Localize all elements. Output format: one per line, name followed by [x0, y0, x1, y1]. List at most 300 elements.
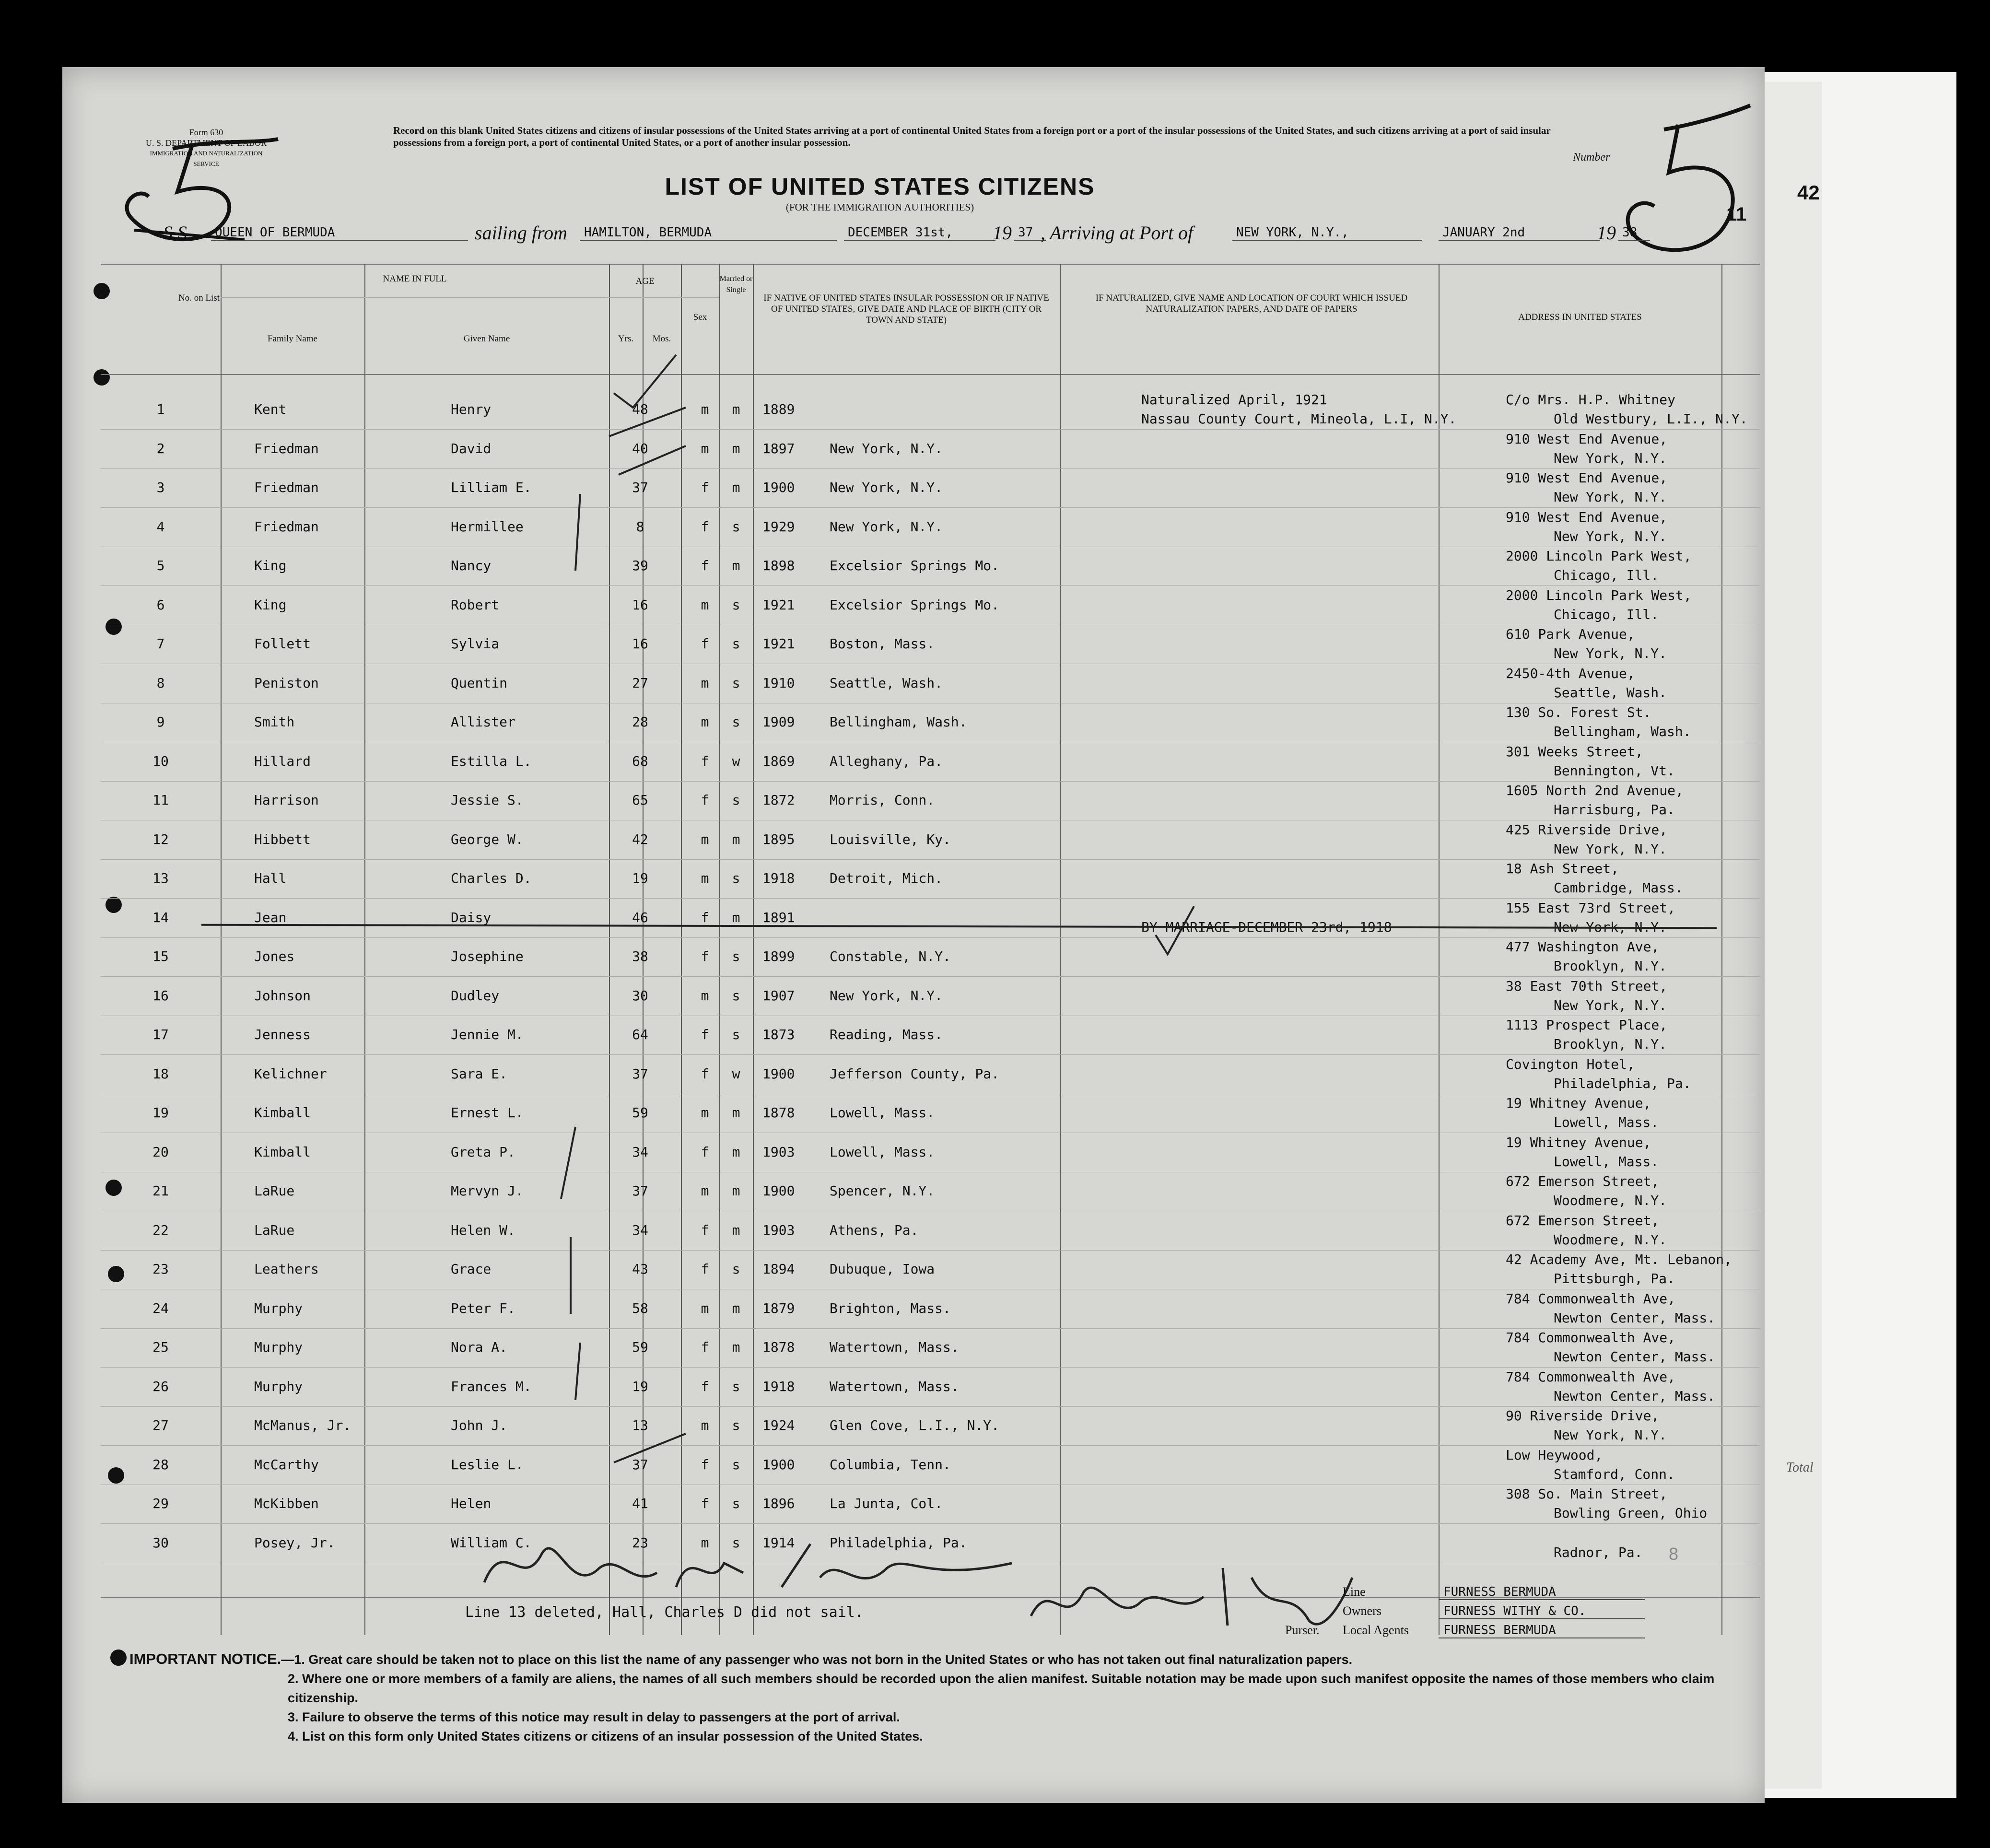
address-line-1: 784 Commonwealth Ave, — [1506, 1330, 1676, 1345]
row-number: 24 — [152, 1300, 169, 1316]
birth-year: 1900 — [762, 1183, 795, 1199]
address-line-2: Lowell, Mass. — [1554, 1153, 1659, 1170]
header-birth: IF NATIVE OF UNITED STATES INSULAR POSSESSION OR IF NATIVE OF UNITED STATES, GIVE DATE AND PLACE OF BIRTH (CITY OR TOWN AND STATE) — [763, 293, 1049, 325]
family-name: Murphy — [254, 1300, 303, 1316]
table-row — [101, 1016, 1760, 1054]
sex: f — [701, 909, 709, 925]
given-name: Nancy — [451, 558, 492, 573]
row-number: 19 — [152, 1105, 169, 1121]
family-name: Jean — [254, 909, 287, 925]
age-years: 41 — [632, 1496, 648, 1511]
given-name: Sara E. — [451, 1065, 508, 1082]
row-number: 25 — [152, 1339, 169, 1355]
ss-label: S.S. — [163, 222, 192, 244]
row-number: 29 — [152, 1496, 169, 1511]
row-number: 21 — [152, 1183, 169, 1199]
table-row — [101, 1329, 1760, 1367]
sex: m — [701, 1417, 709, 1433]
given-name: Quentin — [451, 675, 508, 691]
sex: m — [701, 440, 709, 456]
departure-port: HAMILTON, BERMUDA — [580, 225, 837, 241]
marital-status: s — [732, 1261, 740, 1277]
purser-label: Purser. — [1285, 1623, 1320, 1637]
family-name: Follett — [254, 636, 311, 652]
address-line-2: New York, N.Y. — [1554, 841, 1667, 857]
given-name: Helen W. — [451, 1222, 515, 1238]
marital-status: s — [732, 714, 740, 730]
family-name: Posey, Jr. — [254, 1534, 335, 1551]
row-number: 17 — [152, 1027, 169, 1042]
row-number: 11 — [152, 792, 169, 808]
birth-year: 1872 — [762, 792, 795, 808]
margin-total-label: Total — [1786, 1460, 1814, 1475]
arrival-date: JANUARY 2nd — [1439, 225, 1600, 241]
family-name: Kimball — [254, 1105, 311, 1121]
sailing-label: sailing from — [475, 222, 567, 244]
marital-status: m — [732, 909, 740, 925]
sex: f — [701, 636, 709, 652]
marital-status: m — [732, 558, 740, 573]
marital-status: s — [732, 675, 740, 691]
family-name: McManus, Jr. — [254, 1417, 351, 1433]
address-line-2: Newton Center, Mass. — [1554, 1349, 1716, 1365]
age-years: 43 — [632, 1261, 648, 1277]
given-name: Leslie L. — [451, 1456, 524, 1473]
marital-status: s — [732, 948, 740, 964]
arriving-label: , Arriving at Port of — [1041, 222, 1194, 244]
marital-status: m — [732, 1183, 740, 1199]
sex: m — [701, 597, 709, 613]
birth-place: New York, N.Y. — [830, 518, 943, 535]
table-row — [101, 1368, 1760, 1406]
marital-status: s — [732, 518, 740, 535]
header-no: No. on List — [178, 293, 220, 303]
sex: m — [701, 870, 709, 886]
naturalization-line-2: BY MARRIAGE-DECEMBER 23rd, 1918 — [1141, 919, 1392, 935]
form-instructions: Record on this blank United States citizens and citizens of insular possessions of the United States arriving at a port of continental United States from a foreign port or a port of the insular possessions of the United States, and such citizens arriving at a port of said insular possessions from a foreign port, a port of continental United States, or a port of another insular possession. — [393, 125, 1551, 148]
address-line-2: Chicago, Ill. — [1554, 606, 1659, 622]
header-address: ADDRESS IN UNITED STATES — [1518, 312, 1642, 322]
header-sex: Sex — [693, 312, 707, 322]
age-years: 28 — [632, 714, 648, 730]
address-line-1: 19 Whitney Avenue, — [1506, 1095, 1651, 1111]
birth-place: Reading, Mass. — [830, 1027, 943, 1042]
birth-place: Philadelphia, Pa. — [830, 1534, 967, 1551]
address-line-2: Bellingham, Wash. — [1554, 724, 1691, 739]
given-name: Charles D. — [451, 870, 532, 886]
header-name-in-full: NAME IN FULL — [383, 274, 447, 284]
agents-value: FURNESS BERMUDA — [1439, 1623, 1645, 1638]
row-number: 28 — [152, 1456, 169, 1473]
table-row — [101, 1094, 1760, 1133]
address-line-1: 672 Emerson Street, — [1506, 1212, 1660, 1228]
marital-status: s — [732, 792, 740, 808]
notice-item-4: 4. List on this form only United States citizens or citizens of an insular possession of the United States. — [288, 1729, 923, 1743]
age-years: 13 — [632, 1417, 648, 1433]
table-row — [101, 508, 1760, 547]
address-line-1: 784 Commonwealth Ave, — [1506, 1290, 1676, 1307]
deleted-line-note: Line 13 deleted, Hall, Charles D did not sail. — [465, 1604, 864, 1621]
given-name: Daisy — [451, 909, 492, 925]
age-years: 46 — [632, 909, 648, 925]
sex: m — [701, 1183, 709, 1199]
birth-place: Jefferson County, Pa. — [830, 1065, 1000, 1082]
given-name: Peter F. — [451, 1300, 515, 1316]
table-row — [101, 899, 1760, 937]
row-number: 9 — [156, 714, 165, 730]
sex: f — [701, 1065, 709, 1082]
family-name: McCarthy — [254, 1456, 319, 1473]
row-number: 30 — [152, 1534, 169, 1551]
given-name: Hermillee — [451, 518, 524, 535]
table-row — [101, 1407, 1760, 1445]
birth-year: 1914 — [762, 1534, 795, 1551]
birth-place: Dubuque, Iowa — [830, 1261, 935, 1277]
birth-place: Brighton, Mass. — [830, 1300, 951, 1316]
marital-status: s — [732, 1417, 740, 1433]
birth-year: 1899 — [762, 948, 795, 964]
address-line-1: 2000 Lincoln Park West, — [1506, 587, 1692, 603]
age-years: 68 — [632, 753, 648, 769]
family-name: King — [254, 597, 287, 613]
table-row — [101, 1212, 1760, 1250]
table-row — [101, 821, 1760, 859]
birth-year: 1929 — [762, 518, 795, 535]
age-years: 37 — [632, 1065, 648, 1082]
marital-status: m — [732, 1105, 740, 1121]
page-title: LIST OF UNITED STATES CITIZENS — [665, 173, 1095, 200]
address-line-2: New York, N.Y. — [1554, 645, 1667, 661]
address-line-1: 910 West End Avenue, — [1506, 509, 1668, 525]
birth-place: Glen Cove, L.I., N.Y. — [830, 1417, 1000, 1433]
naturalization-line-1: Naturalized April, 1921 — [1141, 392, 1327, 408]
address-line-2: Harrisburg, Pa. — [1554, 802, 1675, 818]
address-line-2: Woodmere, N.Y. — [1554, 1193, 1667, 1208]
marital-status: s — [732, 1456, 740, 1473]
sex: f — [701, 948, 709, 964]
line-owners-block — [1343, 1585, 1645, 1642]
address-line-2: New York, N.Y. — [1554, 489, 1667, 505]
sex: f — [701, 1496, 709, 1511]
sheet-number: 11 — [1726, 204, 1747, 225]
birth-year: 1918 — [762, 870, 795, 886]
birth-year: 1924 — [762, 1417, 795, 1433]
family-name: Johnson — [254, 987, 311, 1004]
sex: f — [701, 1144, 709, 1160]
family-name: Hillard — [254, 753, 311, 769]
marital-status: s — [732, 1534, 740, 1551]
given-name: Lilliam E. — [451, 480, 532, 495]
family-name: Friedman — [254, 480, 319, 495]
age-years: 34 — [632, 1144, 648, 1160]
birth-place: Detroit, Mich. — [830, 870, 943, 886]
given-name: Josephine — [451, 948, 524, 964]
address-line-2: Pittsburgh, Pa. — [1554, 1271, 1675, 1287]
age-years: 37 — [632, 1456, 648, 1473]
birth-year: 1907 — [762, 987, 795, 1004]
check-marks — [604, 350, 691, 1578]
address-line-2: Stamford, Conn. — [1554, 1466, 1675, 1482]
table-row — [101, 665, 1760, 703]
marital-status: m — [732, 440, 740, 456]
given-name: Jennie M. — [451, 1027, 524, 1042]
address-line-2: Cambridge, Mass. — [1554, 880, 1683, 896]
birth-place: Columbia, Tenn. — [830, 1456, 951, 1473]
marital-status: m — [732, 401, 740, 417]
row-number: 7 — [156, 636, 165, 652]
address-line-1: 425 Riverside Drive, — [1506, 821, 1668, 838]
table-row — [101, 1172, 1760, 1211]
family-name: McKibben — [254, 1496, 319, 1511]
address-line-1: 155 East 73rd Street, — [1506, 900, 1676, 916]
row-number: 4 — [156, 518, 165, 535]
address-line-2: New York, N.Y. — [1554, 450, 1667, 466]
age-years: 34 — [632, 1222, 648, 1238]
address-line-2: Brooklyn, N.Y. — [1554, 958, 1667, 974]
birth-place: Athens, Pa. — [830, 1222, 919, 1238]
given-name: Ernest L. — [451, 1105, 524, 1121]
family-name: King — [254, 558, 287, 573]
header-age: AGE — [635, 276, 655, 286]
birth-place: Boston, Mass. — [830, 636, 935, 652]
age-years: 42 — [632, 831, 648, 847]
sex: f — [701, 1261, 709, 1277]
age-years: 16 — [632, 597, 648, 613]
family-name: Friedman — [254, 440, 319, 456]
row-number: 18 — [152, 1065, 169, 1082]
notice-heading: IMPORTANT NOTICE. — [129, 1650, 281, 1667]
given-name: Nora A. — [451, 1339, 508, 1355]
table-row — [101, 1446, 1760, 1485]
address-line-1: 90 Riverside Drive, — [1506, 1408, 1660, 1424]
form-number: Form 630 — [189, 128, 223, 137]
birth-place: Louisville, Ky. — [830, 831, 951, 847]
sex: f — [701, 1456, 709, 1473]
address-line-2: Bowling Green, Ohio — [1554, 1505, 1708, 1521]
address-line-1: 910 West End Avenue, — [1506, 431, 1668, 447]
age-years: 37 — [632, 1183, 648, 1199]
given-name: Dudley — [451, 987, 500, 1004]
address-line-1: 672 Emerson Street, — [1506, 1173, 1660, 1189]
birth-place: Watertown, Mass. — [830, 1339, 959, 1355]
address-line-2: New York, N.Y. — [1554, 997, 1667, 1013]
address-line-1: 38 East 70th Street, — [1506, 978, 1668, 994]
sex: f — [701, 1339, 709, 1355]
departure-date: DECEMBER 31st, — [844, 225, 995, 241]
family-name: Kent — [254, 401, 287, 417]
table-row — [101, 469, 1760, 507]
row-number: 12 — [152, 831, 169, 847]
birth-place: Alleghany, Pa. — [830, 753, 943, 769]
owners-row — [1343, 1604, 1645, 1623]
given-name: Greta P. — [451, 1144, 515, 1160]
birth-place: La Junta, Col. — [830, 1496, 943, 1511]
address-line-1: 130 So. Forest St. — [1506, 704, 1651, 720]
inspector-signature — [475, 1525, 1026, 1611]
arrival-year-prefix: 19 — [1597, 222, 1616, 244]
notice-item-2: 2. Where one or more members of a family are aliens, the names of all such members should be recorded upon the alien manifest. Suitable notation may be made upon such manifest opposite the names of those members who claim citizenship. — [288, 1672, 1715, 1705]
table-row — [101, 1251, 1760, 1289]
address-line-1: Low Heywood, — [1506, 1447, 1603, 1463]
birth-year: 1918 — [762, 1378, 795, 1394]
table-row — [101, 860, 1760, 898]
address-line-1: 2450-4th Avenue, — [1506, 665, 1635, 681]
given-name: Helen — [451, 1496, 492, 1511]
departure-year-prefix: 19 — [993, 222, 1012, 244]
age-years: 38 — [632, 948, 648, 964]
age-years: 23 — [632, 1534, 648, 1551]
arrival-port: NEW YORK, N.Y., — [1232, 225, 1422, 241]
age-years: 16 — [632, 636, 648, 652]
address-line-1: 1605 North 2nd Avenue, — [1506, 783, 1684, 798]
check-mark-marriage — [1151, 901, 1199, 959]
birth-place: Lowell, Mass. — [830, 1144, 935, 1160]
age-years: 39 — [632, 558, 648, 573]
table-row — [101, 743, 1760, 781]
page-subtitle: (FOR THE IMMIGRATION AUTHORITIES) — [785, 201, 974, 213]
table-row — [101, 391, 1760, 429]
birth-year: 1879 — [762, 1300, 795, 1316]
row-number: 27 — [152, 1417, 169, 1433]
birth-year: 1894 — [762, 1261, 795, 1277]
address-line-1: 2000 Lincoln Park West, — [1506, 548, 1692, 564]
address-line-2: Radnor, Pa. — [1554, 1544, 1643, 1560]
page-mark: 8 — [1669, 1544, 1679, 1564]
marital-status: s — [732, 1496, 740, 1511]
birth-year: 1873 — [762, 1027, 795, 1042]
row-number: 16 — [152, 987, 169, 1004]
address-line-1: 18 Ash Street, — [1506, 861, 1619, 877]
birth-place: New York, N.Y. — [830, 987, 943, 1004]
address-line-2: Seattle, Wash. — [1554, 684, 1667, 701]
birth-year: 1900 — [762, 480, 795, 495]
departure-year: 37 — [1014, 225, 1046, 241]
punch-hole — [110, 1649, 127, 1666]
table-row — [101, 1485, 1760, 1523]
row-number: 1 — [156, 401, 165, 417]
birth-year: 1921 — [762, 636, 795, 652]
family-name: Peniston — [254, 675, 319, 691]
sex: f — [701, 1378, 709, 1394]
voyage-line — [163, 222, 1745, 254]
row-number: 14 — [152, 909, 169, 925]
given-name: Grace — [451, 1261, 492, 1277]
table-row — [101, 703, 1760, 742]
row-number: 26 — [152, 1378, 169, 1394]
family-name: LaRue — [254, 1222, 295, 1238]
naturalization-line-2: Nassau County Court, Mineola, L.I, N.Y. — [1141, 411, 1457, 427]
marital-status: s — [732, 1378, 740, 1394]
sex: m — [701, 831, 709, 847]
address-line-1: Covington Hotel, — [1506, 1056, 1635, 1072]
marital-status: s — [732, 636, 740, 652]
row-number: 22 — [152, 1222, 169, 1238]
sex: f — [701, 792, 709, 808]
family-name: Jenness — [254, 1027, 311, 1042]
address-line-2: Brooklyn, N.Y. — [1554, 1036, 1667, 1052]
family-name: Murphy — [254, 1339, 303, 1355]
birth-year: 1869 — [762, 753, 795, 769]
service-name: IMMIGRATION AND NATURALIZATION SERVICE — [150, 150, 263, 167]
age-years: 30 — [632, 987, 648, 1004]
family-name: Jones — [254, 948, 295, 964]
given-name: Mervyn J. — [451, 1183, 524, 1199]
tally-strokes — [542, 489, 609, 1400]
row-number: 10 — [152, 753, 169, 769]
row-number: 5 — [156, 558, 165, 573]
birth-year: 1909 — [762, 714, 795, 730]
header-given-name: Given Name — [463, 334, 510, 344]
marital-status: m — [732, 831, 740, 847]
birth-year: 1903 — [762, 1222, 795, 1238]
birth-year: 1898 — [762, 558, 795, 573]
given-name: Sylvia — [451, 636, 500, 652]
owners-value: FURNESS WITHY & CO. — [1439, 1604, 1645, 1619]
birth-year: 1896 — [762, 1496, 795, 1511]
birth-place: Morris, Conn. — [830, 792, 935, 808]
age-years: 40 — [632, 440, 648, 456]
birth-place: Bellingham, Wash. — [830, 714, 967, 730]
sex: f — [701, 480, 709, 495]
birth-year: 1891 — [762, 909, 795, 925]
address-line-2: Woodmere, N.Y. — [1554, 1231, 1667, 1248]
address-line-2: Chicago, Ill. — [1554, 567, 1659, 583]
address-line-2: Lowell, Mass. — [1554, 1114, 1659, 1130]
birth-year: 1900 — [762, 1065, 795, 1082]
family-name: Murphy — [254, 1378, 303, 1394]
table-row — [101, 625, 1760, 664]
birth-place: Lowell, Mass. — [830, 1105, 935, 1121]
row-number: 3 — [156, 480, 165, 495]
family-name: Harrison — [254, 792, 319, 808]
address-line-2: New York, N.Y. — [1554, 528, 1667, 544]
manifest-sheet — [62, 67, 1765, 1803]
marital-status: s — [732, 597, 740, 613]
sex: f — [701, 558, 709, 573]
marital-status: w — [732, 753, 740, 769]
arrival-year: 38 — [1618, 225, 1650, 241]
table-row — [101, 586, 1760, 625]
address-line-2: New York, N.Y. — [1554, 1427, 1667, 1443]
birth-place: New York, N.Y. — [830, 440, 943, 456]
sex: f — [701, 1222, 709, 1238]
address-line-1: 910 West End Avenue, — [1506, 470, 1668, 486]
marital-status: m — [732, 1300, 740, 1316]
marital-status: s — [732, 987, 740, 1004]
birth-year: 1889 — [762, 401, 795, 417]
given-name: William C. — [451, 1534, 532, 1551]
address-line-1: 1113 Prospect Place, — [1506, 1017, 1668, 1033]
sex: f — [701, 753, 709, 769]
address-line-2: Philadelphia, Pa. — [1554, 1075, 1691, 1091]
marital-status: s — [732, 870, 740, 886]
family-name: Kelichner — [254, 1065, 327, 1082]
sex: m — [701, 987, 709, 1004]
line-value: FURNESS BERMUDA — [1439, 1585, 1645, 1600]
family-name: LaRue — [254, 1183, 295, 1199]
family-name: Leathers — [254, 1261, 319, 1277]
notice-item-3: 3. Failure to observe the terms of this notice may result in delay to passengers at the port of arrival. — [288, 1710, 900, 1724]
sex: f — [701, 518, 709, 535]
marital-status: m — [732, 1144, 740, 1160]
family-name: Smith — [254, 714, 295, 730]
address-line-1: C/o Mrs. H.P. Whitney — [1506, 392, 1676, 408]
address-line-2: Newton Center, Mass. — [1554, 1388, 1716, 1404]
header-yrs: Yrs. — [618, 334, 634, 344]
birth-year: 1895 — [762, 831, 795, 847]
table-row — [101, 1290, 1760, 1328]
age-years: 19 — [632, 870, 648, 886]
